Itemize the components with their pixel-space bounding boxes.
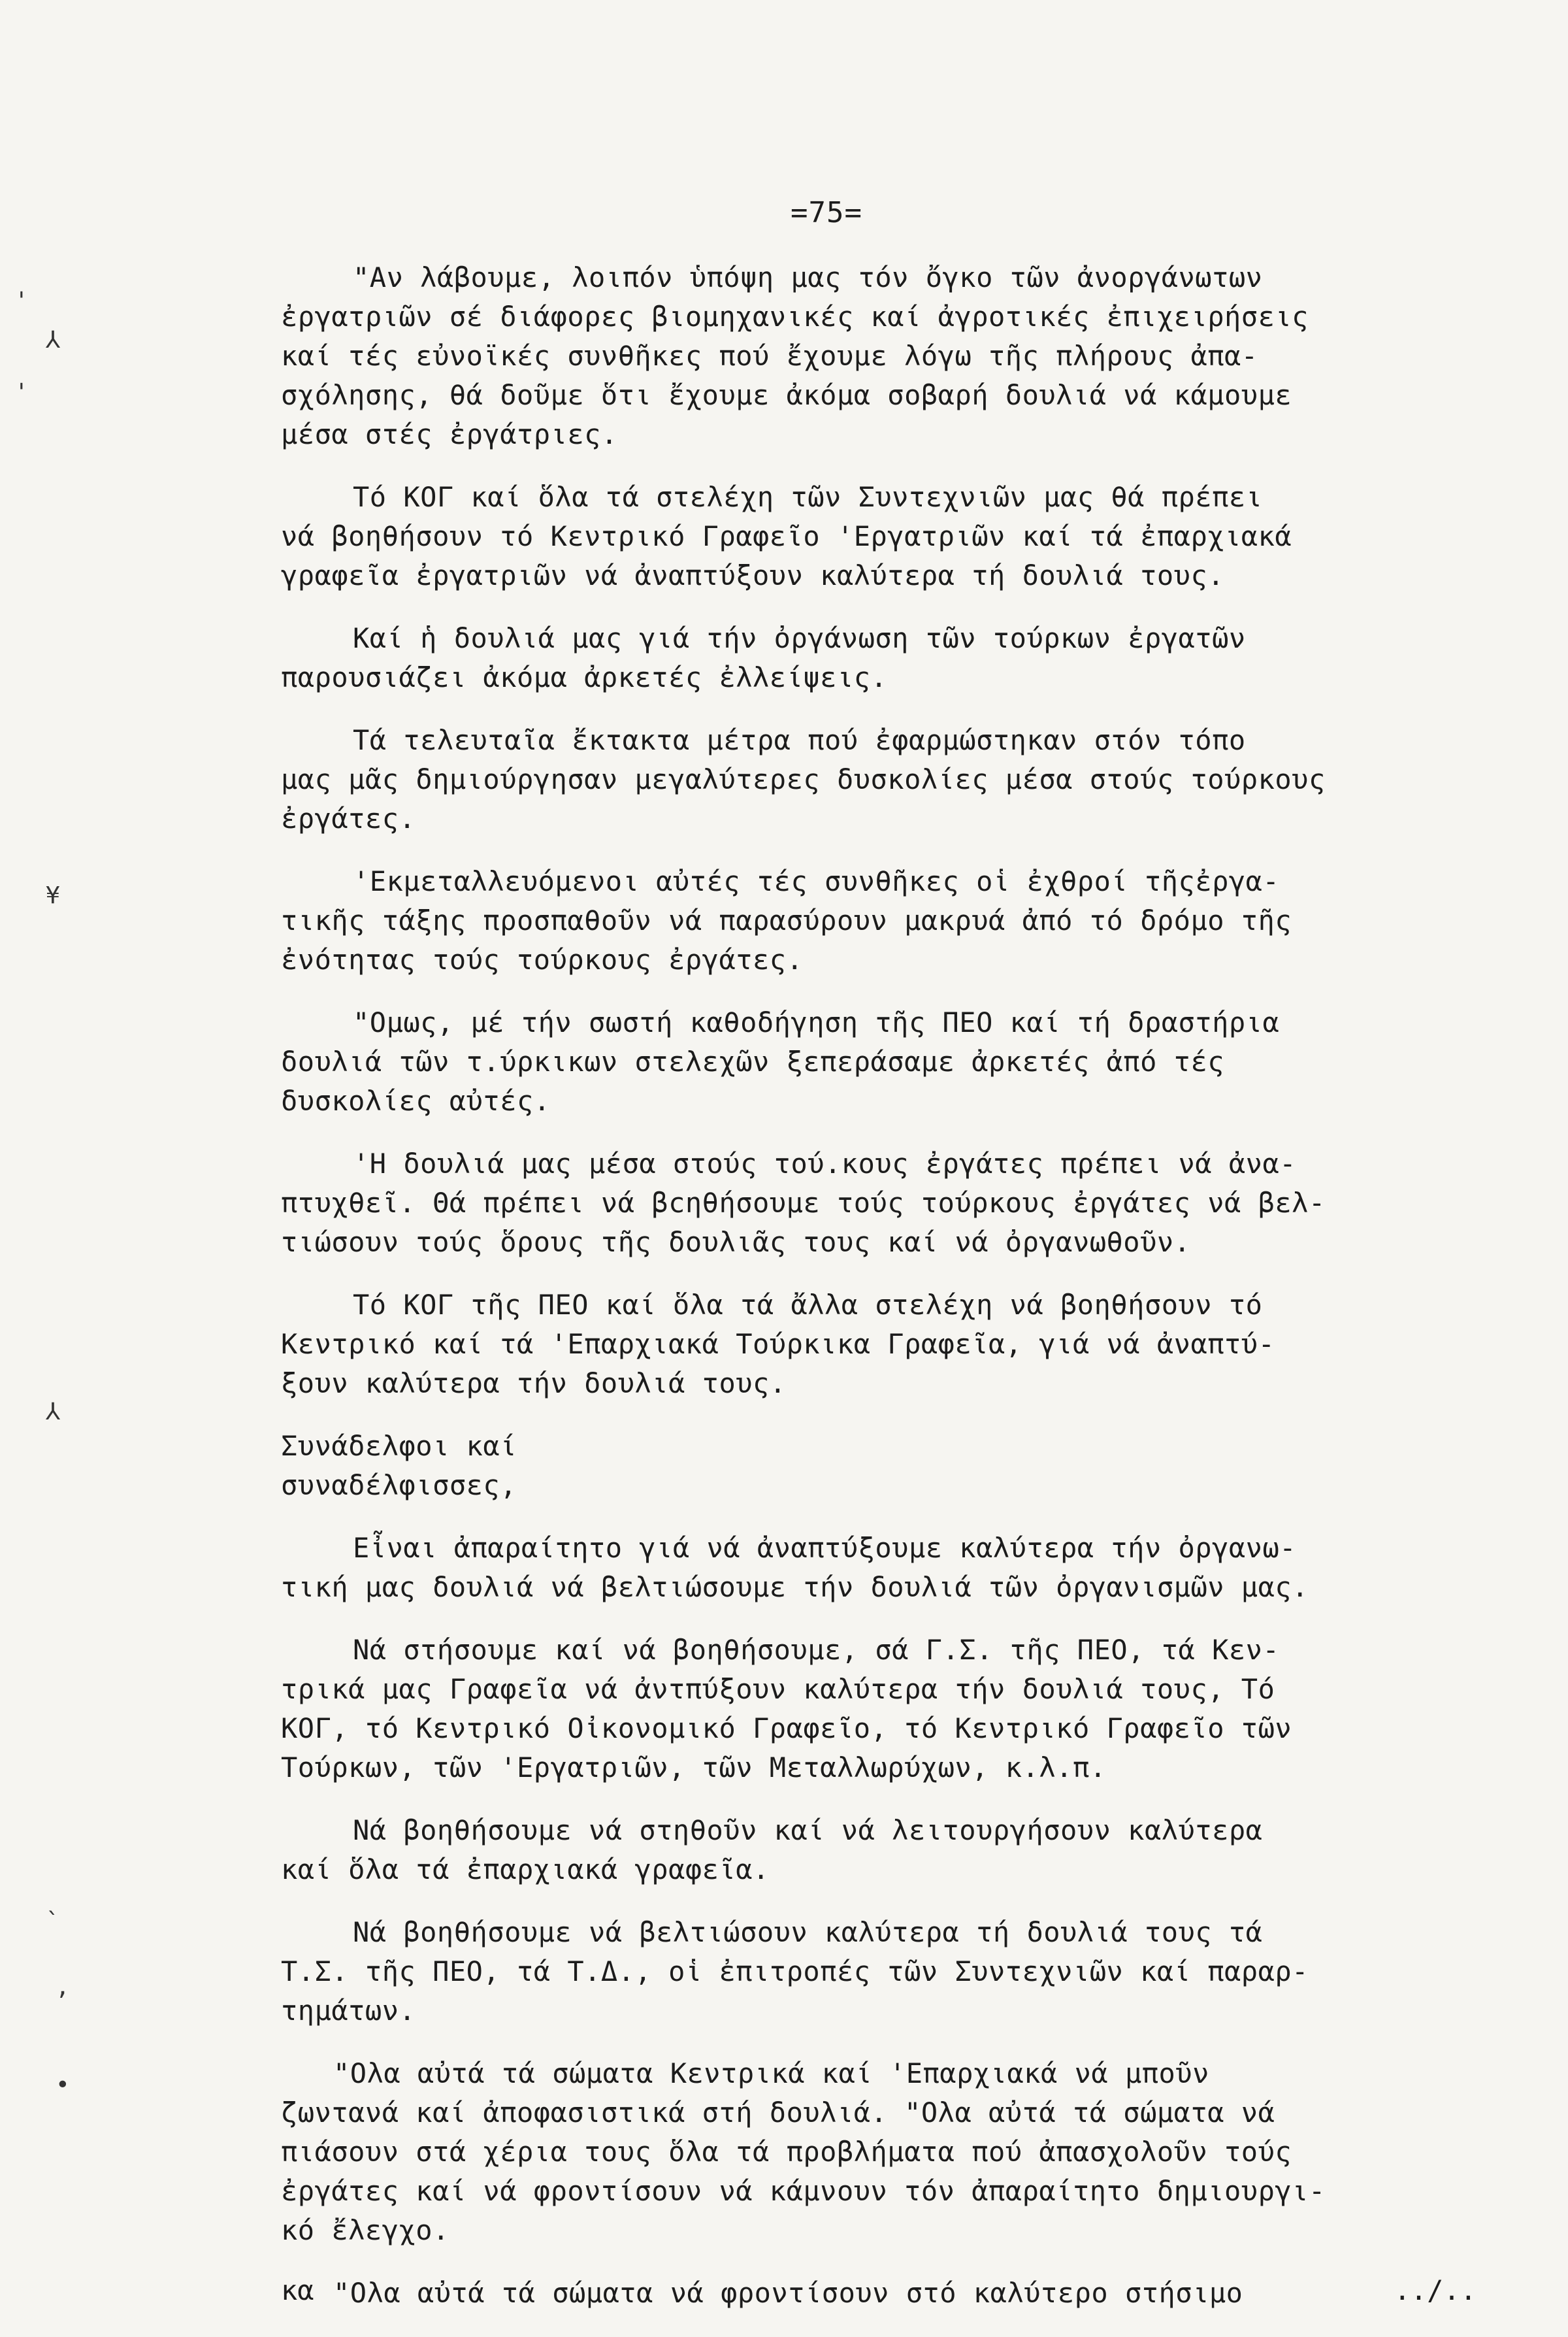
paragraph: Νά βοηθήσουμε νά βελτιώσουν καλύτερα τή δουλιά τους τά Τ.Σ. τῆς ΠΕΟ, τά Τ.Δ., οἱ ἐπιτροπές τῶν Συντεχνιῶν καί παραρ- τημάτων. [281,1916,1309,2027]
page-footer [281,2274,1477,2306]
paragraph: Καί ἡ δουλιά μας γιά τήν ὀργάνωση τῶν τούρκων ἐργατῶν παρουσιάζει ἀκόμα ἀρκετές ἐλλείψεις. [281,622,1246,693]
margin-mark: ⅄ [46,1399,60,1425]
footer-catchword: κα [281,2274,314,2306]
paragraph: "Αν λάβουμε, λοιπόν ὑπόψη μας τόν ὄγκο τῶν ἀνοργάνωτων ἐργατριῶν σέ διάφορες βιομηχανικές καί ἀγροτικές ἐπιχειρήσεις καί τές εὐνοϊκές συνθῆκες πού ἔχουμε λόγω τῆς πλήρους ἀπα- σχόλησης, θά δοῦμε ὅτι ἔχουμε ἀκόμα σοβαρή δουλιά νά κάμουμε μέσα στές ἐργάτριες. [281,261,1309,450]
margin-mark: ⅄ [46,327,60,354]
paragraph: Τό ΚΟΓ τῆς ΠΕΟ καί ὅλα τά ἄλλα στελέχη νά βοηθήσουν τό Κεντρικό καί τά 'Επαρχιακά Τούρκικα Γραφεῖα, γιά νά ἀναπτύ- ξουν καλύτερα τήν δουλιά τους. [281,1289,1275,1399]
margin-mark: ` [46,1908,60,1935]
footer-continuation-mark: ../.. [1394,2274,1477,2306]
paragraph: "Ομως, μέ τήν σωστή καθοδήγηση τῆς ΠΕΟ καί τή δραστήρια δουλιά τῶν τ.ύρκικων στελεχῶν ξεπεράσαμε ἀρκετές ἀπό τές δυσκολίες αὐτές. [281,1006,1280,1117]
margin-mark: ' [14,379,29,406]
paragraph: 'Εκμεταλλευόμενοι αὐτές τές συνθῆκες οἱ ἐχθροί τῆςἐργα- τικῆς τάξης προσπαθοῦν νά παρασύρουν μακρυά ἀπό τό δρόμο τῆς ἐνότητας τούς τούρκους ἐργάτες. [281,865,1292,976]
paragraph: 'Η δουλιά μας μέσα στούς τού.κους ἐργάτες πρέπει νά ἀνα- πτυχθεῖ. Θά πρέπει νά βcηθήσουμε τούς τούρκους ἐργάτες νά βελ- τιώσουν τούς ὅρους τῆς δουλιᾶς τους καί νά ὀργανωθοῦν. [281,1148,1326,1258]
salutation: Συνάδελφοι καί συναδέλφισσες, [281,1430,517,1501]
paragraph: "Ολα αὐτά τά σώματα Κεντρικά καί 'Επαρχιακά νά μποῦν ζωντανά καί ἀποφασιστικά στή δουλιά. "Ολα αὐτά τά σώματα νά πιάσουν στά χέρια τους ὅλα τά προβλήματα πού ἀπασχολοῦν τούς ἐργάτες καί νά φροντίσουν νά κάμνουν τόν ἀπαραίτητο δημιουργι- κό ἔλεγχο. [281,2057,1326,2246]
margin-mark: • [56,2072,70,2098]
document-body [281,258,1542,2336]
paragraph: Τά τελευταῖα ἔκτακτα μέτρα πού ἐφαρμώστηκαν στόν τόπο μας μᾶς δημιούργησαν μεγαλύτερες δυσκολίες μέσα στούς τούρκους ἐργάτες. [281,724,1326,835]
margin-mark: , [56,1974,70,2000]
page-number: =75= [791,196,862,229]
paragraph: Εἶναι ἀπαραίτητο γιά νά ἀναπτύξουμε καλύτερα τήν ὀργανω- τική μας δουλιά νά βελτιώσουμε τήν δουλιά τῶν ὀργανισμῶν μας. [281,1532,1309,1603]
paragraph: Νά στήσουμε καί νά βοηθήσουμε, σά Γ.Σ. τῆς ΠΕΟ, τά Κεν- τρικά μας Γραφεῖα νά ἀντπύξουν καλύτερα τήν δουλιά τους, Τό ΚΟΓ, τό Κεντρικό Οἰκονομικό Γραφεῖο, τό Κεντρικό Γραφεῖο τῶν Τούρκων, τῶν 'Εργατριῶν, τῶν Μεταλλωρύχων, κ.λ.π. [281,1634,1292,1783]
paragraph: Νά βοηθήσουμε νά στηθοῦν καί νά λειτουργήσουν καλύτερα καί ὅλα τά ἐπαρχιακά γραφεῖα. [281,1814,1263,1885]
paragraph: Τό ΚΟΓ καί ὅλα τά στελέχη τῶν Συντεχνιῶν μας θά πρέπει νά βοηθήσουν τό Κεντρικό Γραφεῖο 'Εργατριῶν καί τά ἐπαρχιακά γραφεῖα ἐργατριῶν νά ἀναπτύξουν καλύτερα τή δουλιά τους. [281,481,1292,591]
margin-mark: ' [14,288,29,314]
margin-mark: ¥ [46,882,60,909]
paragraph: "Ολα αὐτά τά σώματα νά φροντίσουν στό καλύτερο στήσιμο [333,2277,1243,2309]
